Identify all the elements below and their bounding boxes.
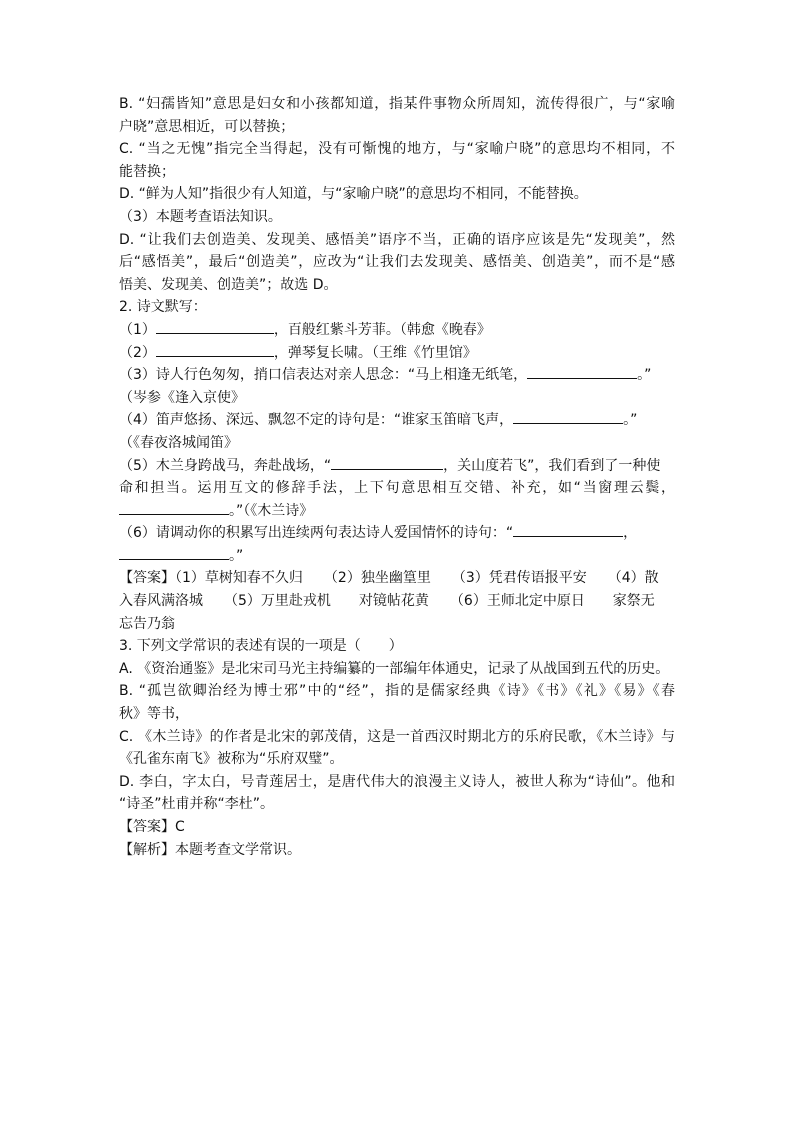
option-a: A. 《资治通鉴》是北宋司马光主持编纂的一部编年体通史，记录了从战国到五代的历史。 xyxy=(119,660,670,677)
fill-blank-item xyxy=(119,500,675,523)
answer-blank xyxy=(513,409,623,424)
item-text: ，关山度若飞”，我们看到了一种使 xyxy=(443,457,661,474)
fill-blank-item xyxy=(119,319,675,342)
text-line: 《孔雀东南飞》被称为“乐府双璧”。 xyxy=(119,751,344,768)
answer-blank xyxy=(156,319,274,334)
item-number: （2） xyxy=(119,344,156,361)
item-text: 。” xyxy=(623,412,638,429)
option-b: B. “孤岂欲卿治经为博士邪”中的“经”，指的是儒家经典《诗》《书》《礼》《易》《春 xyxy=(119,683,675,700)
document-page xyxy=(119,93,675,861)
option-c: C. 《木兰诗》的作者是北宋的郭茂倩，这是一首西汉时期北方的乐府民歌，《木兰诗》与 xyxy=(119,728,675,745)
item-text: 。”（《木兰诗》 xyxy=(229,502,314,519)
item-text: 。” xyxy=(637,367,652,384)
answer-line: 入春风满洛城 （5）万里赴戎机 对镜帖花黄 （6）王师北定中原日 家祭无 xyxy=(119,593,655,610)
item-text: （5）木兰身跨战马，奔赴战场，“ xyxy=(119,457,332,474)
text-line: C. “当之无愧”指完全当得起，没有可惭愧的地方，与“家喻户晓”的意思均不相同，不 xyxy=(119,141,675,158)
answer-blank xyxy=(119,545,229,560)
answer-blank xyxy=(331,455,443,470)
option-d: D. 李白，字太白，号青莲居士，是唐代伟大的浪漫主义诗人，被世人称为“诗仙”。他和 xyxy=(119,773,675,790)
fill-blank-item xyxy=(119,455,675,478)
fill-blank-item xyxy=(119,364,675,387)
answer-blank xyxy=(156,342,274,357)
text-line: D. “鲜为人知”指很少有人知道，与“家喻户晓”的意思均不相同，不能替换。 xyxy=(119,186,588,203)
fill-blank-item xyxy=(119,409,675,432)
fill-blank-item xyxy=(119,342,675,365)
item-text: ，百般红紫斗芳菲。（韩愈《晚春》 xyxy=(273,321,491,338)
section-heading: 2. 诗文默写： xyxy=(119,299,207,316)
text-line: 能替换； xyxy=(119,163,175,180)
answer-line: 【答案】C xyxy=(119,819,185,835)
item-text: （4）笛声悠扬、深远、飘忽不定的诗句是：“谁家玉笛暗飞声， xyxy=(119,412,514,429)
item-number: （1） xyxy=(119,321,156,338)
text-line: 悟美、发现美、创造美”；故选 D。 xyxy=(119,276,338,293)
text-line: （3）本题考查语法知识。 xyxy=(119,208,282,225)
item-text: ，弹琴复长啸。（王维《竹里馆》 xyxy=(273,344,477,361)
fill-blank-item xyxy=(119,522,675,545)
text-line: B. “妇孺皆知”意思是妇女和小孩都知道，指某件事物众所周知，流传得很广，与“家喻 xyxy=(119,96,675,112)
question-stem: 3. 下列文学常识的表述有误的一项是（ ） xyxy=(119,638,403,655)
text-line: （《春夜洛城闻笛》 xyxy=(119,434,238,451)
item-text: （3）诗人行色匆匆，捎口信表达对亲人思念：“马上相逢无纸笔， xyxy=(119,367,528,384)
answer-blank xyxy=(527,364,637,379)
text-line: 户晓”意思相近，可以替换； xyxy=(119,118,295,135)
text-line: （岑参《逢入京使》 xyxy=(119,389,245,406)
text-line: 后“感悟美”，最后“创造美”，应改为“让我们去发现美、感悟美、创造美”，而不是“感 xyxy=(119,254,675,271)
item-text: 。” xyxy=(229,547,244,564)
answer-blank xyxy=(513,522,623,537)
analysis-line: 【解析】本题考查文学常识。 xyxy=(119,841,301,858)
text-line: “诗圣”杜甫并称“李杜”。 xyxy=(119,796,275,813)
item-text: ， xyxy=(623,525,638,542)
text-line: 秋》等书， xyxy=(119,706,189,723)
fill-blank-item xyxy=(119,545,675,568)
answer-blank xyxy=(119,500,229,515)
answer-line: 忘告乃翁 xyxy=(119,615,175,632)
text-line: D. “让我们去创造美、发现美、感悟美”语序不当，正确的语序应该是先“发现美”，然 xyxy=(119,231,675,248)
item-text: （6）请调动你的积累写出连续两句表达诗人爱国情怀的诗句：“ xyxy=(119,525,514,542)
text-line: 命和担当。运用互文的修辞手法，上下句意思相互交错、补充，如“当窗理云鬓， xyxy=(119,480,675,497)
answer-line: 【答案】（1）草树知春不久归 （2）独坐幽篁里 （3）凭君传语报平安 （4）散 xyxy=(119,570,659,587)
